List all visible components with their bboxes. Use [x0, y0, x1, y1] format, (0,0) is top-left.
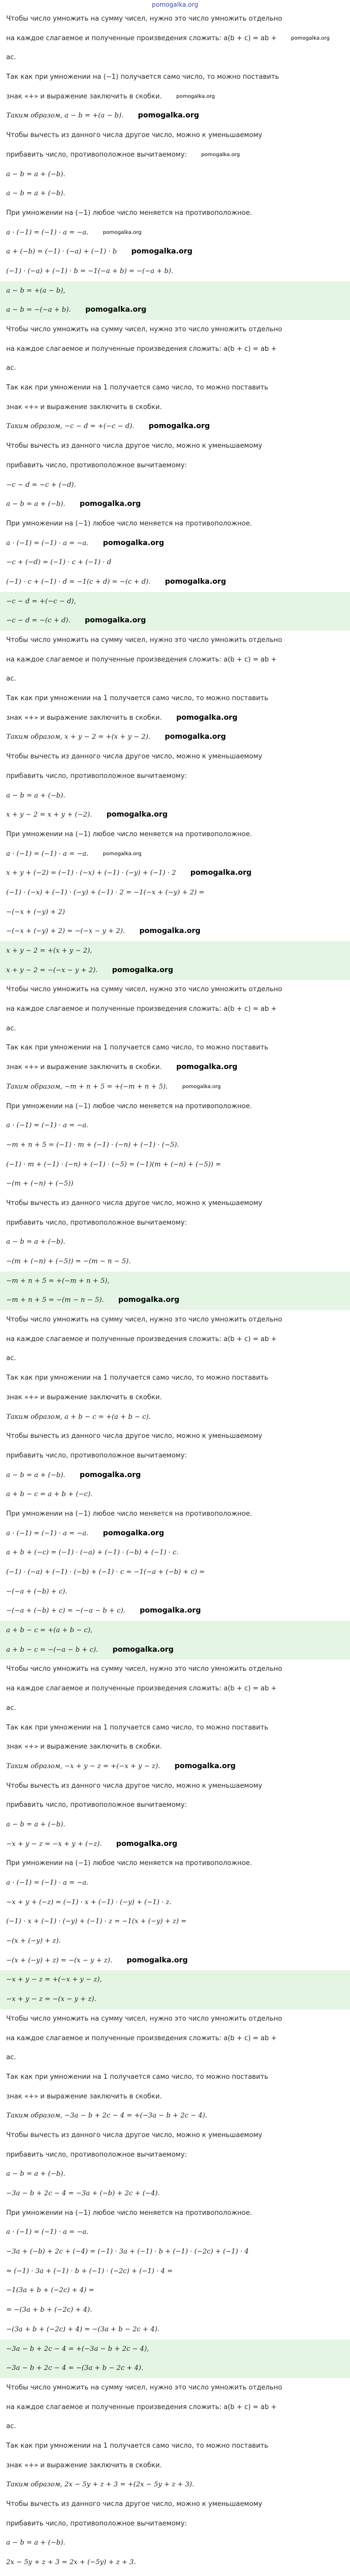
- watermark-logo: pomogalka.org: [85, 306, 147, 314]
- line-text: −m + n + 5 = −(m − n − 5).: [6, 1296, 104, 1304]
- formula-line: [6, 1931, 344, 1951]
- answer-line: [0, 1970, 350, 1990]
- formula-line: [6, 1912, 344, 1931]
- text-line: [6, 999, 344, 1019]
- formula-line: [6, 417, 344, 436]
- text-line: [6, 2009, 344, 2029]
- formula-line: [6, 1155, 344, 1175]
- line-text: Чтобы число умножить на сумму чисел, нужно это число умножить отдельно: [6, 326, 283, 333]
- text-line: [6, 2572, 344, 2576]
- line-text: Чтобы вычесть из данного числа другое число, можно к уменьшаемому: [6, 2131, 262, 2139]
- line-text: При умножении на (−1) любое число меняется на противоположное.: [6, 1510, 252, 1518]
- formula-line: [6, 165, 344, 184]
- formula-line: [6, 922, 344, 941]
- line-text: −x + y − z = −x + y + (−z).: [6, 1840, 102, 1848]
- text-line: [6, 2436, 344, 2456]
- watermark-logo: pomogalka.org: [103, 851, 142, 857]
- text-line: [6, 1388, 344, 1408]
- line-text: (−1) · m + (−1) · (−n) + (−1) · (−5) = (−1)(m + (−n) + (−5)) =: [6, 1160, 221, 1168]
- line-text: a − b = −(−a + b).: [6, 306, 71, 314]
- line-text: на каждое слагаемое и полученные произведения сложить: a(b + c) = ab +: [6, 345, 277, 353]
- line-text: Так как при умножении на 1 получается само число, то можно поставить: [6, 384, 269, 392]
- line-text: Чтобы вычесть из данного числа другое число, можно к уменьшаемому: [6, 1782, 262, 1790]
- site-header[interactable]: pomogalka.org: [152, 1, 198, 8]
- answer-line: [0, 592, 350, 612]
- answer-line: [0, 941, 350, 961]
- line-text: Таким образом, −c − d = +(−c − d).: [6, 422, 134, 431]
- formula-line: [6, 883, 344, 903]
- formula-line: [6, 476, 344, 495]
- watermark-logo: pomogalka.org: [138, 111, 199, 120]
- line-text: Так как при умножении на 1 получается само число, то можно поставить: [6, 1723, 269, 1732]
- text-line: [6, 1038, 344, 1058]
- line-text: −(−a + (−b) + c).: [6, 1587, 67, 1596]
- line-text: на каждое слагаемое и полученные произведения сложить: a(b + c) = ab +: [6, 34, 277, 42]
- formula-line: [6, 242, 344, 262]
- formula-line: [6, 1252, 344, 1272]
- line-text: −c + (−d) = (−1) · c + (−1) · d: [6, 558, 112, 567]
- watermark-logo: pomogalka.org: [103, 538, 164, 547]
- line-text: Таким образом, a − b = +(a − b).: [6, 112, 124, 120]
- watermark-logo: pomogalka.org: [106, 810, 168, 819]
- line-text: прибавить число, противоположное вычитаемому:: [6, 2150, 187, 2159]
- formula-line: [6, 1485, 344, 1504]
- text-line: [6, 67, 344, 87]
- line-text: x + y − 2 = +(x + y − 2),: [6, 947, 92, 955]
- line-text: Чтобы вычесть из данного числа другое число, можно к уменьшаемому: [6, 2500, 262, 2508]
- text-line: [6, 2514, 344, 2534]
- line-text: ac.: [6, 1024, 16, 1032]
- text-line: [6, 87, 344, 107]
- formula-line: [6, 1563, 344, 1582]
- text-line: [6, 1349, 344, 1368]
- line-text: a · (−1) = (−1) · a = −a.: [6, 850, 89, 858]
- text-line: [6, 1659, 344, 1679]
- text-line: [6, 650, 344, 670]
- formula-line: [6, 262, 344, 281]
- text-line: [6, 1194, 344, 1213]
- watermark-logo: pomogalka.org: [112, 965, 173, 974]
- line-text: −(−a + (−b) + c) = −(−a − b + c).: [6, 1607, 126, 1615]
- line-text: Так как при умножении на 1 получается само число, то можно поставить: [6, 694, 269, 703]
- answer-line: [0, 2340, 350, 2359]
- line-text: (−1) · (−x) + (−1) · (−y) + (−1) · 2 = −1(−x + (−y) + 2) =: [6, 888, 205, 896]
- watermark-logo: pomogalka.org: [139, 927, 201, 936]
- text-line: [6, 767, 344, 786]
- line-text: Чтобы вычесть из данного числа другое число, можно к уменьшаемому: [6, 1199, 262, 1207]
- line-text: знак «+» и выражение заключить в скобки.: [6, 1063, 162, 1072]
- line-text: знак «+» и выражение заключить в скобки.: [6, 403, 162, 411]
- line-text: Таким образом, −3a − b + 2c − 4 = +(−3a − b + 2c − 4).: [6, 2112, 207, 2120]
- line-text: = −(3a + b + (−2c) + 4).: [6, 2306, 92, 2314]
- watermark-logo: pomogalka.org: [139, 1606, 201, 1615]
- line-text: a − b = a + (−b).: [6, 1238, 65, 1246]
- line-text: При умножении на (−1) любое число меняется на противоположное.: [6, 830, 252, 838]
- text-line: [6, 145, 344, 165]
- line-text: ac.: [6, 1704, 16, 1712]
- text-line: [6, 2378, 344, 2398]
- watermark-logo: pomogalka.org: [84, 616, 146, 625]
- line-text: a + b − c = +(a + b − c),: [6, 1626, 93, 1635]
- line-text: на каждое слагаемое и полученные произведения сложить: a(b + c) = ab +: [6, 1685, 277, 1693]
- formula-line: [6, 553, 344, 572]
- text-line: [6, 747, 344, 767]
- formula-line: [6, 1601, 344, 1621]
- formula-line: [6, 1835, 344, 1854]
- formula-line: [6, 106, 344, 126]
- line-text: ac.: [6, 1354, 16, 1363]
- watermark-logo: pomogalka.org: [79, 1470, 141, 1479]
- answer-line: [0, 2359, 350, 2378]
- line-text: −(m + (−n) + (−5)): [6, 1180, 74, 1188]
- text-line: [6, 1795, 344, 1815]
- line-text: Чтобы число умножить на сумму чисел, нужно это число умножить отдельно: [6, 2014, 283, 2023]
- answer-line: [0, 1291, 350, 1310]
- line-text: −(x + (−y) + z).: [6, 1937, 61, 1945]
- line-text: прибавить число, противоположное вычитаемому:: [6, 1451, 187, 1460]
- line-text: (−1) · (−a) + (−1) · b = −1(−a + b) = −(−a + b).: [6, 267, 173, 275]
- line-text: ac.: [6, 675, 16, 683]
- line-text: Таким образом, a + b − c = +(a + b − c).: [6, 1413, 151, 1421]
- formula-line: [6, 805, 344, 825]
- answer-line: [0, 1272, 350, 1291]
- formula-line: [6, 844, 344, 864]
- text-line: [6, 1097, 344, 1116]
- formula-line: [6, 2300, 344, 2320]
- text-line: [6, 980, 344, 999]
- line-text: При умножении на (−1) любое число меняется на противоположное.: [6, 2209, 252, 2217]
- text-line: [6, 1019, 344, 1039]
- formula-line: [6, 786, 344, 806]
- line-text: a + b − c = a + b + (−c).: [6, 1490, 93, 1499]
- watermark-logo: pomogalka.org: [116, 1839, 178, 1848]
- line-text: a + b + (−c) = (−1) · (−a) + (−1) · (−b) + (−1) · c.: [6, 1549, 179, 1557]
- line-text: Чтобы число умножить на сумму чисел, нужно это число умножить отдельно: [6, 636, 283, 644]
- line-text: −3a − b + 2c − 4 = +(−3a − b + 2c − 4),: [6, 2345, 149, 2353]
- line-text: −c − d = −c + (−d).: [6, 481, 76, 489]
- line-text: −3a − b + 2c − 4 = −(3a + b − 2c + 4).: [6, 2364, 144, 2372]
- solution-content: [6, 9, 344, 2576]
- line-text: a · (−1) = (−1) · a = −a.: [6, 2228, 89, 2236]
- text-line: [6, 2145, 344, 2165]
- answer-line: [0, 300, 350, 320]
- line-text: Так как при умножении на 1 получается само число, то можно поставить: [6, 2442, 269, 2450]
- line-text: Так как при умножении на (−1) получается само число, то можно поставить: [6, 73, 279, 81]
- text-line: [6, 1368, 344, 1388]
- formula-line: [6, 1136, 344, 1155]
- line-text: прибавить число, противоположное вычитаемому:: [6, 2519, 187, 2528]
- formula-line: [6, 495, 344, 514]
- formula-line: [6, 1408, 344, 1427]
- text-line: [6, 1699, 344, 1718]
- formula-line: [6, 1582, 344, 1602]
- line-text: a + (−b) = (−1) · (−a) + (−1) · b: [6, 248, 117, 256]
- line-text: a · (−1) = (−1) · a = −a.: [6, 228, 89, 236]
- formula-line: [6, 2106, 344, 2126]
- line-text: −(m + (−n) + (−5)) = −(m − n − 5).: [6, 1258, 131, 1265]
- line-text: −(−x + (−y) + 2): [6, 908, 65, 916]
- formula-line: [6, 1951, 344, 1971]
- text-line: [6, 126, 344, 145]
- text-line: [6, 2029, 344, 2048]
- line-text: прибавить число, противоположное вычитаемому:: [6, 1801, 187, 1809]
- watermark-logo: pomogalka.org: [103, 1529, 164, 1537]
- line-text: (−1) · (−a) + (−1) · (−b) + (−1) · c = −1(−a + (−b) + c) =: [6, 1568, 205, 1576]
- text-line: [6, 9, 344, 29]
- line-text: a − b = a + (−b).: [6, 791, 65, 800]
- text-line: [6, 1854, 344, 1873]
- line-text: x + y − 2 = x + y + (−2).: [6, 811, 92, 819]
- text-line: [6, 1427, 344, 1446]
- watermark-logo: pomogalka.org: [165, 733, 226, 741]
- text-line: [6, 1446, 344, 1466]
- line-text: Чтобы число умножить на сумму чисел, нужно это число умножить отдельно: [6, 1665, 283, 1673]
- watermark-logo: pomogalka.org: [112, 1645, 174, 1654]
- text-line: [6, 2456, 344, 2476]
- line-text: знак «+» и выражение заключить в скобки.: [6, 714, 162, 722]
- formula-line: [6, 903, 344, 922]
- line-text: a · (−1) = (−1) · a = −a.: [6, 1122, 89, 1130]
- formula-line: [6, 223, 344, 243]
- formula-line: [6, 2533, 344, 2553]
- formula-line: [6, 2242, 344, 2262]
- line-text: −(x + (−y) + z) = −(x − y + z).: [6, 1956, 113, 1964]
- formula-line: [6, 1893, 344, 1912]
- text-line: [6, 631, 344, 650]
- line-text: знак «+» и выражение заключить в скобки.: [6, 2092, 162, 2100]
- text-line: [6, 2495, 344, 2514]
- line-text: ac.: [6, 364, 16, 372]
- line-text: −c − d = +(−c − d),: [6, 597, 76, 605]
- line-text: −x + y + (−z) = (−1) · x + (−1) · (−y) + (−1) · z.: [6, 1898, 172, 1906]
- line-text: a − b = a + (−b).: [6, 1820, 65, 1828]
- line-text: Таким образом, 2x − 5y + z + 3 = +(2x − 5y + z + 3).: [6, 2481, 195, 2489]
- text-line: [6, 359, 344, 378]
- line-text: прибавить число, противоположное вычитаемому:: [6, 772, 187, 780]
- formula-line: [6, 863, 344, 883]
- formula-line: [6, 2262, 344, 2281]
- line-text: При умножении на (−1) любое число меняется на противоположное.: [6, 1859, 252, 1868]
- text-line: [6, 456, 344, 476]
- line-text: −x + y − z = +(−x + y − z),: [6, 1976, 102, 1984]
- line-text: Чтобы вычесть из данного числа другое число, можно к уменьшаемому: [6, 442, 262, 450]
- text-line: [6, 514, 344, 534]
- answer-line: [0, 1621, 350, 1640]
- line-text: a · (−1) = (−1) · a = −a.: [6, 1529, 89, 1537]
- line-text: При умножении на (−1) любое число меняется на противоположное.: [6, 1102, 252, 1110]
- formula-line: [6, 1174, 344, 1194]
- watermark-logo: pomogalka.org: [176, 713, 238, 722]
- answer-line: [0, 281, 350, 301]
- formula-line: [6, 184, 344, 204]
- formula-line: [6, 2281, 344, 2300]
- text-line: [6, 398, 344, 417]
- line-text: a · (−1) = (−1) · a = −a.: [6, 539, 89, 547]
- answer-line: [0, 1990, 350, 2009]
- line-text: При умножении на (−1) любое число меняется на противоположное.: [6, 209, 252, 217]
- answer-line: [0, 961, 350, 980]
- text-line: [6, 29, 344, 48]
- line-text: a + b − c = −(−a − b + c).: [6, 1646, 98, 1654]
- answer-line: [0, 611, 350, 631]
- watermark-logo: pomogalka.org: [201, 151, 240, 158]
- text-line: [6, 1310, 344, 1330]
- line-text: a − b = +(a − b),: [6, 286, 65, 295]
- line-text: −(3a + b + (−2c) + 4) = −(3a + b − 2c + 4).: [6, 2325, 160, 2333]
- line-text: Так как при умножении на 1 получается само число, то можно поставить: [6, 2073, 269, 2081]
- formula-line: [6, 1543, 344, 1563]
- watermark-logo: pomogalka.org: [190, 869, 252, 877]
- answer-line: [0, 1640, 350, 1660]
- formula-line: [6, 2223, 344, 2242]
- formula-line: [6, 2475, 344, 2495]
- line-text: прибавить число, противоположное вычитаемому:: [6, 1218, 187, 1227]
- text-line: [6, 1737, 344, 1757]
- formula-line: [6, 1466, 344, 1485]
- line-text: a · (−1) = (−1) · a = −a.: [6, 1879, 89, 1887]
- text-line: [6, 2417, 344, 2436]
- line-text: на каждое слагаемое и полученные произведения сложить: a(b + c) = ab +: [6, 1005, 277, 1013]
- watermark-logo: pomogalka.org: [165, 577, 226, 586]
- line-text: При умножении на (−1) любое число меняется на противоположное.: [6, 519, 252, 528]
- text-line: [6, 669, 344, 689]
- formula-line: [6, 2184, 344, 2204]
- text-line: [6, 1718, 344, 1738]
- line-text: знак «+» и выражение заключить в скобки.: [6, 2461, 162, 2469]
- watermark-logo: pomogalka.org: [131, 247, 192, 256]
- line-text: −m + n + 5 = +(−m + n + 5),: [6, 1277, 110, 1285]
- line-text: ac.: [6, 2422, 16, 2431]
- watermark-logo: pomogalka.org: [176, 1063, 238, 1072]
- line-text: −1(3a + b + (−2c) + 4) =: [6, 2286, 95, 2295]
- line-text: −3a + (−b) + 2c + (−4) = (−1) · 3a + (−1) · b + (−1) · (−2c) + (−1) · 4: [6, 2248, 249, 2256]
- text-line: [6, 1330, 344, 1349]
- text-line: [6, 2398, 344, 2417]
- line-text: на каждое слагаемое и полученные произведения сложить: a(b + c) = ab +: [6, 2034, 277, 2042]
- formula-line: [6, 534, 344, 553]
- text-line: [6, 2087, 344, 2107]
- text-line: [6, 48, 344, 67]
- formula-line: [6, 1077, 344, 1097]
- watermark-logo: pomogalka.org: [182, 1083, 221, 1090]
- formula-line: [6, 2553, 344, 2572]
- text-line: [6, 204, 344, 223]
- formula-line: [6, 1232, 344, 1252]
- line-text: Чтобы вычесть из данного числа другое число, можно к уменьшаемому: [6, 753, 262, 761]
- line-text: −(−x + (−y) + 2) = −(−x − y + 2).: [6, 927, 125, 936]
- line-text: ac.: [6, 54, 16, 62]
- line-text: Чтобы число умножить на сумму чисел, нужно это число умножить отдельно: [6, 2383, 283, 2392]
- line-text: −x + y − z = −(x − y + z).: [6, 1995, 96, 2004]
- text-line: [6, 689, 344, 708]
- watermark-logo: pomogalka.org: [148, 422, 210, 431]
- line-text: Таким образом, −m + n + 5 = +(−m + n + 5).: [6, 1082, 168, 1091]
- formula-line: [6, 1757, 344, 1776]
- text-line: [6, 708, 344, 728]
- line-text: x + y + (−2) = (−1) · (−x) + (−1) · (−y) + (−1) · 2: [6, 869, 176, 877]
- text-line: [6, 1679, 344, 1699]
- text-line: [6, 340, 344, 359]
- formula-line: [6, 1524, 344, 1544]
- line-text: −3a − b + 2c − 4 = −3a + (−b) + 2c + (−4).: [6, 2190, 160, 2197]
- watermark-logo: pomogalka.org: [103, 229, 142, 235]
- text-line: [6, 2126, 344, 2145]
- watermark-logo: pomogalka.org: [118, 1296, 180, 1304]
- line-text: Чтобы число умножить на сумму чисел, нужно это число умножить отдельно: [6, 15, 283, 23]
- line-text: (−1) · c + (−1) · d = −1(c + d) = −(c + d).: [6, 578, 151, 586]
- line-text: Таким образом, −x + y − z = +(−x + y − z).: [6, 1762, 161, 1770]
- line-text: a − b = a + (−b).: [6, 170, 65, 178]
- formula-line: [6, 572, 344, 592]
- formula-line: [6, 727, 344, 747]
- line-text: Так как при умножении на 1 получается само число, то можно поставить: [6, 1374, 269, 1382]
- formula-line: [6, 1116, 344, 1136]
- line-text: на каждое слагаемое и полученные произведения сложить: a(b + c) = ab +: [6, 2403, 277, 2411]
- line-text: прибавить число, противоположное вычитаемому:: [6, 150, 187, 159]
- watermark-logo: pomogalka.org: [127, 1956, 188, 1964]
- formula-line: [6, 2320, 344, 2340]
- line-text: −m + n + 5 = (−1) · m + (−1) · (−n) + (−1) · (−5).: [6, 1141, 179, 1149]
- line-text: Таким образом, x + y − 2 = +(x + y − 2).: [6, 733, 151, 741]
- watermark-logo: pomogalka.org: [79, 500, 141, 509]
- line-text: Чтобы вычесть из данного числа другое число, можно к уменьшаемому: [6, 131, 262, 140]
- watermark-logo: pomogalka.org: [291, 35, 330, 41]
- text-line: [6, 1776, 344, 1796]
- line-text: прибавить число, противоположное вычитаемому:: [6, 461, 187, 469]
- line-text: Чтобы число умножить на сумму чисел, нужно это число умножить отдельно: [6, 986, 283, 994]
- text-line: [6, 320, 344, 340]
- line-text: a − b = a + (−b).: [6, 2170, 65, 2178]
- line-text: a − b = a + (−b).: [6, 2539, 65, 2547]
- line-text: a − b = a + (−b).: [6, 190, 65, 198]
- line-text: a − b = a + (−b).: [6, 1471, 65, 1479]
- line-text: ac.: [6, 2054, 16, 2062]
- text-line: [6, 436, 344, 456]
- watermark-logo: pomogalka.org: [174, 1761, 236, 1770]
- formula-line: [6, 2164, 344, 2184]
- text-line: [6, 1213, 344, 1233]
- text-line: [6, 2067, 344, 2087]
- formula-line: [6, 1873, 344, 1893]
- line-text: Так как при умножении на 1 получается само число, то можно поставить: [6, 1044, 269, 1052]
- line-text: 2x − 5y + z + 3 = 2x + (−5y) + z + 3.: [6, 2558, 136, 2567]
- watermark-logo: pomogalka.org: [176, 93, 215, 99]
- line-text: a − b = a + (−b).: [6, 500, 65, 509]
- line-text: (−1) · x + (−1) · (−y) + (−1) · z = −1(x + (−y) + z) =: [6, 1918, 187, 1926]
- text-line: [6, 2048, 344, 2067]
- line-text: на каждое слагаемое и полученные произведения сложить: a(b + c) = ab +: [6, 1335, 277, 1343]
- line-text: x + y − 2 = −(−x − y + 2).: [6, 966, 98, 974]
- line-text: −c − d = −(c + d).: [6, 617, 71, 625]
- text-line: [6, 1058, 344, 1077]
- line-text: знак «+» и выражение заключить в скобки.: [6, 1393, 162, 1401]
- line-text: = (−1) · 3a + (−1) · b + (−1) · (−2c) + (−1) · 4 =: [6, 2267, 173, 2275]
- line-text: знак «+» и выражение заключить в скобки.: [6, 92, 162, 100]
- line-text: на каждое слагаемое и полученные произведения сложить: a(b + c) = ab +: [6, 655, 277, 664]
- text-line: [6, 1504, 344, 1524]
- line-text: знак «+» и выражение заключить в скобки.: [6, 1743, 162, 1751]
- line-text: Чтобы число умножить на сумму чисел, нужно это число умножить отдельно: [6, 1316, 283, 1324]
- text-line: [6, 825, 344, 844]
- line-text: Чтобы вычесть из данного числа другое число, можно к уменьшаемому: [6, 1432, 262, 1440]
- formula-line: [6, 1815, 344, 1835]
- text-line: [6, 378, 344, 398]
- text-line: [6, 2204, 344, 2223]
